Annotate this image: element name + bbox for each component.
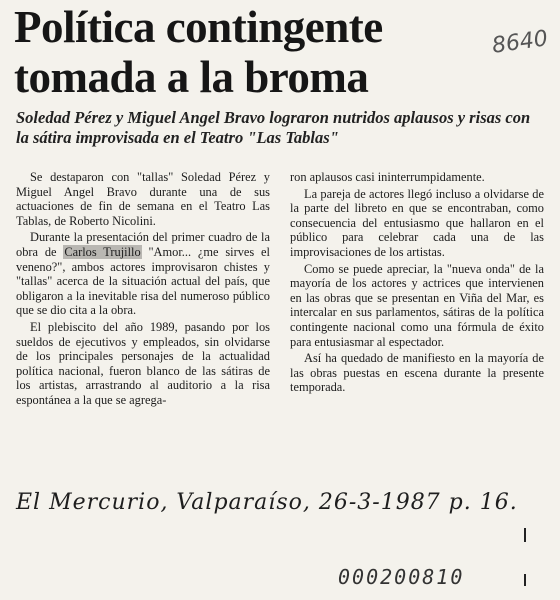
- headline-line-1: Política contingente: [14, 2, 383, 52]
- article-body: [16, 170, 544, 470]
- headline: [14, 2, 494, 102]
- column-left: [16, 170, 270, 470]
- paragraph-2: [16, 230, 270, 318]
- archive-stamp-number: 000200810: [338, 565, 465, 589]
- paragraph-6: Así ha quedado de manifiesto en la mayoría de las obras puestas en escena durante la presente temporada.: [290, 351, 544, 395]
- highlighted-name: Carlos Trujillo: [64, 244, 141, 259]
- edge-mark: [524, 528, 526, 542]
- paragraph-5: Como se puede apreciar, la "nueva onda" de la mayoría de los actores y actrices que intervienen en las obras que se presentan en Viña del Mar, es intercalar en sus parlamentos, sátiras de la política contingente nacional como una fórmula de éxito para entusiasmar al espectador.: [290, 261, 544, 349]
- paragraph-1: Se destaparon con "tallas" Soledad Pérez y Miguel Angel Bravo durante una de sus actuaciones de fin de semana en el Teatro Las Tablas, de Roberto Nicolini.: [16, 170, 270, 228]
- paragraph-2-end: "Amor... ¿me sirves el veneno?", ambos actores improvisaron chistes y "tallas" acerca de la situación actual del país, que obligaron a la inevitable risa del numeroso público que se dio cita a la obra.: [16, 244, 270, 318]
- edge-mark: [524, 574, 526, 586]
- paragraph-3-continued: ron aplausos casi ininterrumpidamente.: [290, 170, 485, 184]
- handwritten-source-note: El Mercurio, Valparaíso, 26-3-1987 p. 16.: [16, 490, 518, 515]
- subheadline: Soledad Pérez y Miguel Angel Bravo lograron nutridos aplausos y risas con la sátira improvisada en el Teatro "Las Tablas": [16, 108, 531, 147]
- column-right: [290, 170, 544, 470]
- paragraph-4: La pareja de actores llegó incluso a olvidarse de la parte del libreto en que se encontraban, como consecuencia del entusiasmo que hallaron en el público para celebrar cada una de las improvisaciones de los artistas.: [290, 186, 544, 259]
- handwritten-catalog-number: 8640: [490, 26, 550, 59]
- headline-line-2: tomada a la broma: [14, 52, 369, 102]
- paragraph-2-start: Durante la presentación del primer cuadro de la obra de: [16, 230, 270, 259]
- paragraph-3: El plebiscito del año 1989, pasando por los sueldos de ejecutivos y empleados, sin olvidarse de los principales personajes de la actualidad política nacional, fueron blanco de las sátiras de los artistas, arrastrando al auditorio a la risa espontánea a la que se agrega-: [16, 319, 270, 407]
